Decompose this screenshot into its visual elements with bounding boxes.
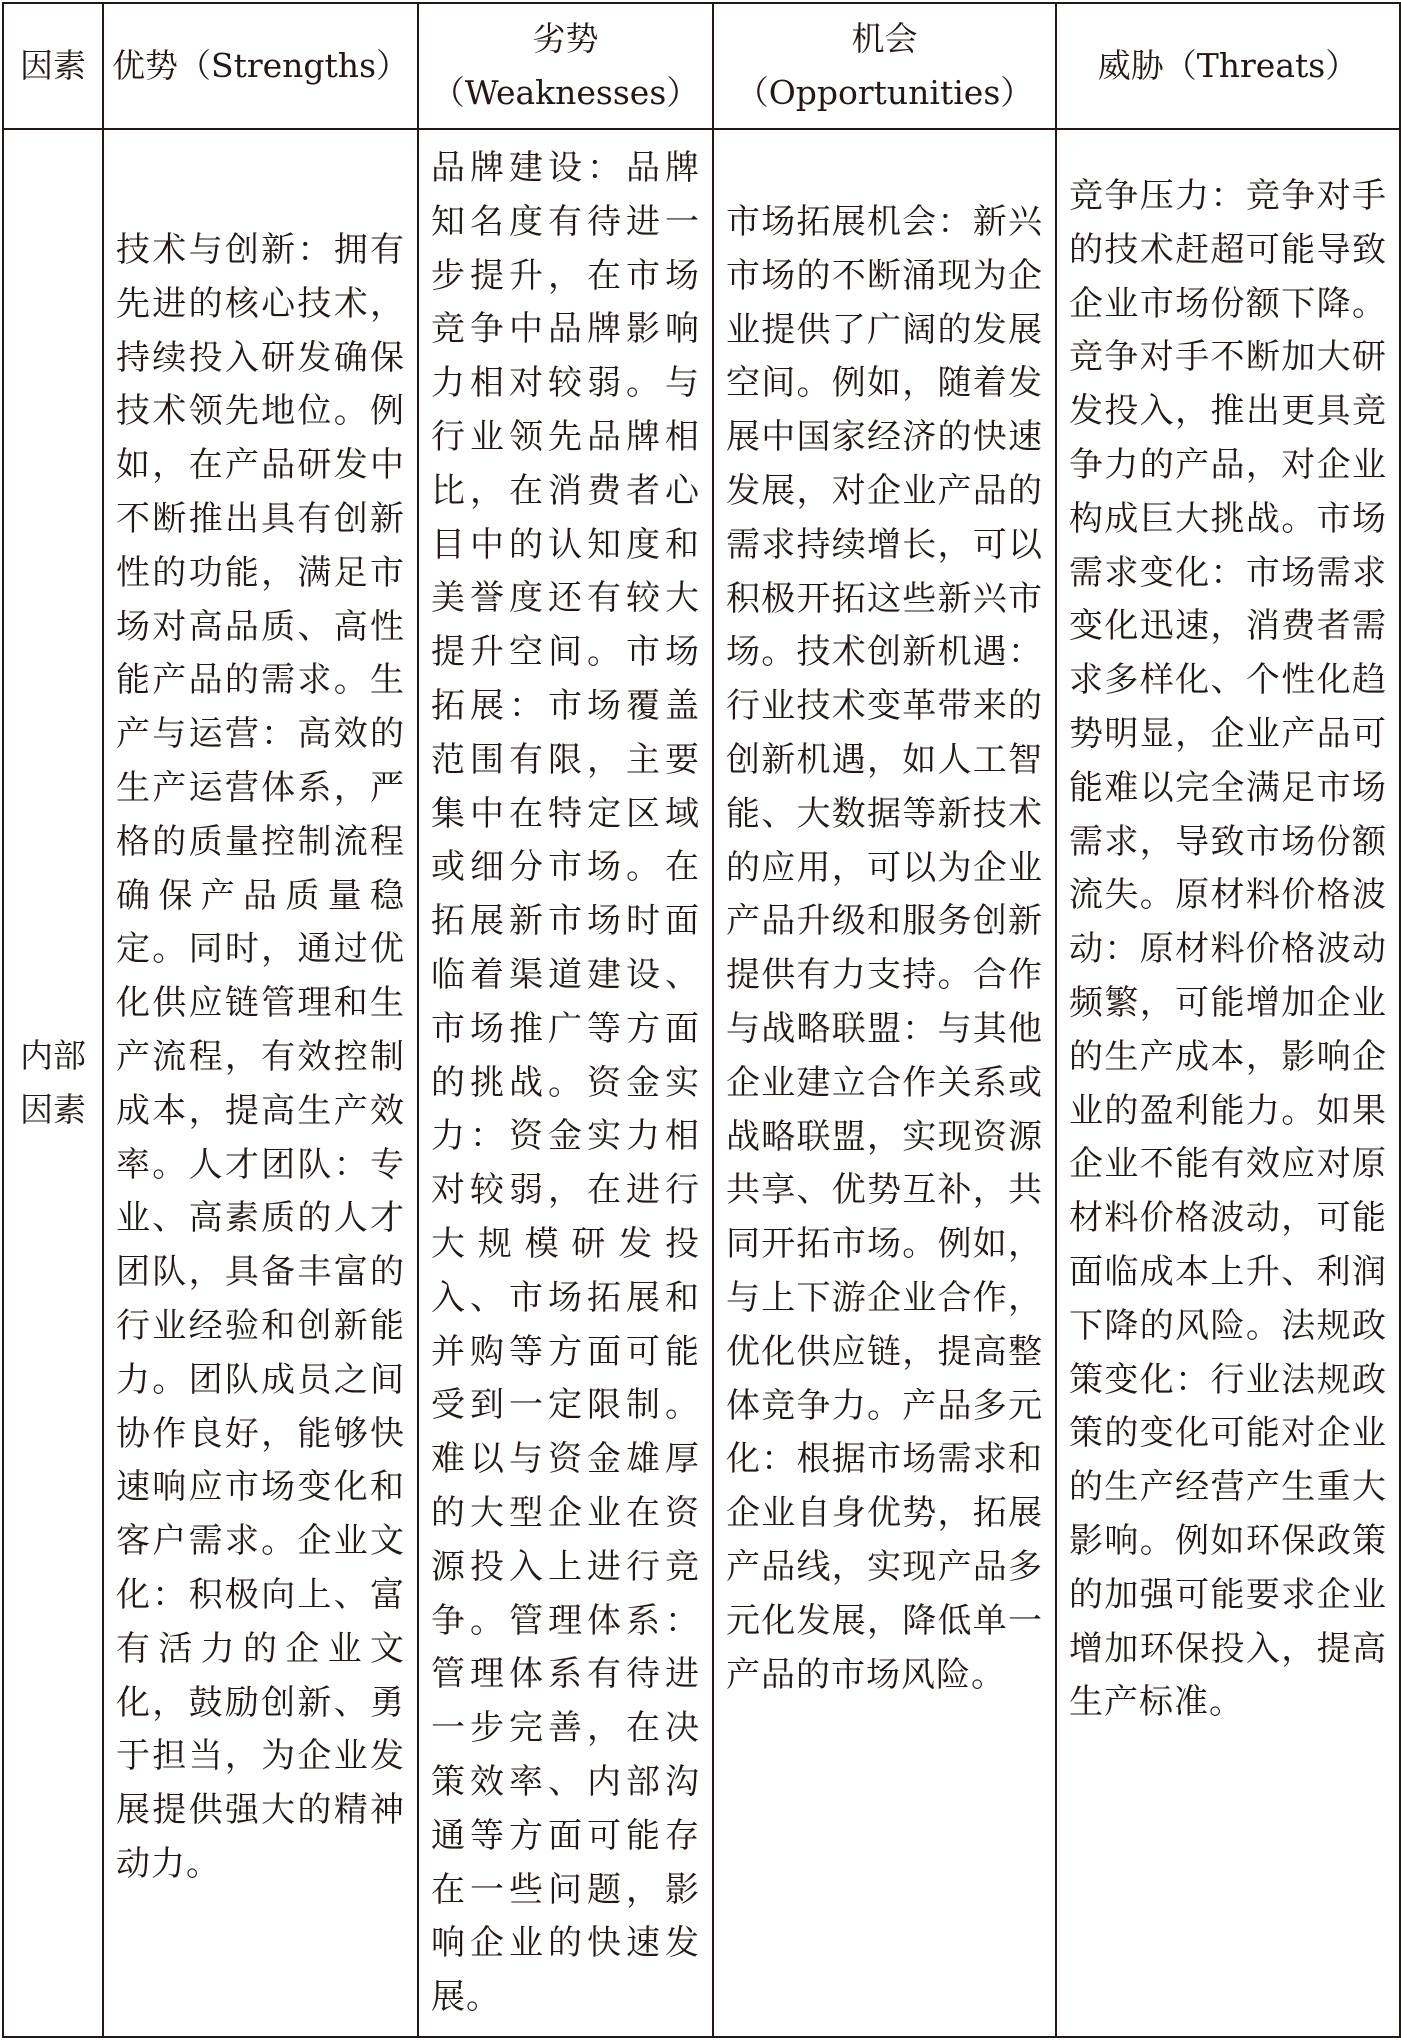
strengths-item-operations: 生产与运营：高效的生产运营体系，严格的质量控制流程确保产品质量稳定。同时，通过优化供应链管理和生产流程，有效控制成本，提高生产效率。 xyxy=(116,660,405,1185)
strengths-item-culture: 企业文化：积极向上、富有活力的企业文化，鼓励创新、勇于担当，为企业发展提供强大的精神动力。 xyxy=(116,1521,406,1884)
factor-label-line1: 内部 xyxy=(20,1036,86,1075)
opportunities-item-alliance: 合作与战略联盟：与其他企业建立合作关系或战略联盟，实现资源共享、优势互补，共同开拓市场。例如，与上下游企业合作，优化供应链，提高整体竞争力。 xyxy=(726,955,1043,1426)
header-threats xyxy=(1056,3,1400,129)
weaknesses-item-market: 市场拓展：市场覆盖范围有限，主要集中在特定区域或细分市场。在拓展新市场时面临着渠道建设、市场推广等方面的挑战。 xyxy=(431,632,700,1103)
table-header-row xyxy=(3,3,1400,129)
weaknesses-item-capital: 资金实力：资金实力相对较弱，在进行大规模研发投入、市场拓展和并购等方面可能受到一定限制。难以与资金雄厚的大型企业在资源投入上进行竞争。 xyxy=(431,1062,700,1641)
opportunities-item-market: 市场拓展机会：新兴市场的不断涌现为企业提供了广阔的发展空间。例如，随着发展中国家经济的快速发展，对企业产品的需求持续增长，可以积极开拓这些新兴市场。 xyxy=(726,202,1043,673)
header-weaknesses-english: （Weaknesses） xyxy=(431,73,700,112)
header-opportunities xyxy=(713,3,1056,129)
threats-item-competition: 竞争压力：竞争对手的技术赶超可能导致企业市场份额下降。竞争对手不断加大研发投入，推出更具竞争力的产品，对企业构成巨大挑战。 xyxy=(1069,176,1387,539)
strengths-item-tech: 技术与创新：拥有先进的核心技术，持续投入研发确保技术领先地位。例如，在产品研发中不断推出具有创新性的功能，满足市场对高品质、高性能产品的需求。 xyxy=(116,230,405,701)
header-weaknesses-label: 劣势 xyxy=(532,19,599,58)
weaknesses-item-brand: 品牌建设：品牌知名度有待进一步提升，在市场竞争中品牌影响力相对较弱。与行业领先品牌相比，在消费者心目中的认知度和美誉度还有较大提升空间。 xyxy=(431,148,700,673)
weaknesses-cell xyxy=(418,129,713,2037)
swot-table xyxy=(2,2,1401,2038)
opportunities-item-diversify: 产品多元化：根据市场需求和企业自身优势，拓展产品线，实现产品多元化发展，降低单一产品的市场风险。 xyxy=(726,1385,1043,1695)
header-opportunities-english: （Opportunities） xyxy=(735,73,1034,112)
header-factor-label: 因素 xyxy=(20,46,86,85)
threats-item-materials: 原材料价格波动：原材料价格波动频繁，可能增加企业的生产成本，影响企业的盈利能力。如果企业不能有效应对原材料价格波动，可能面临成本上升、利润下降的风险。 xyxy=(1069,875,1387,1346)
weaknesses-item-management: 管理体系：管理体系有待进一步完善，在决策效率、内部沟通等方面可能存在一些问题，影响企业的快速发展。 xyxy=(431,1600,700,2018)
opportunities-cell xyxy=(713,129,1056,2037)
factor-cell xyxy=(3,129,103,2037)
header-weaknesses xyxy=(418,3,713,129)
header-factor xyxy=(3,3,103,129)
threats-item-policy: 法规政策变化：行业法规政策的变化可能对企业的生产经营产生重大影响。例如环保政策的加强可能要求企业增加环保投入，提高生产标准。 xyxy=(1069,1305,1387,1723)
header-opportunities-label: 机会 xyxy=(851,19,918,58)
header-strengths xyxy=(103,3,418,129)
header-strengths-label: 优势（Strengths） xyxy=(112,46,409,85)
table-row-internal-factors xyxy=(3,129,1400,2037)
strengths-item-talent: 人才团队：专业、高素质的人才团队，具备丰富的行业经验和创新能力。团队成员之间协作良好，能够快速响应市场变化和客户需求。 xyxy=(116,1144,406,1562)
header-threats-label: 威胁（Threats） xyxy=(1097,46,1359,85)
threats-item-demand: 市场需求变化：市场需求变化迅速，消费者需求多样化、个性化趋势明显，企业产品可能难以完全满足市场需求，导致市场份额流失。 xyxy=(1069,498,1387,916)
opportunities-item-tech: 技术创新机遇：行业技术变革带来的创新机遇，如人工智能、大数据等新技术的应用，可以为企业产品升级和服务创新提供有力支持。 xyxy=(726,632,1043,996)
factor-label-line2: 因素 xyxy=(20,1090,86,1129)
threats-cell xyxy=(1056,129,1400,2037)
strengths-cell xyxy=(103,129,418,2037)
